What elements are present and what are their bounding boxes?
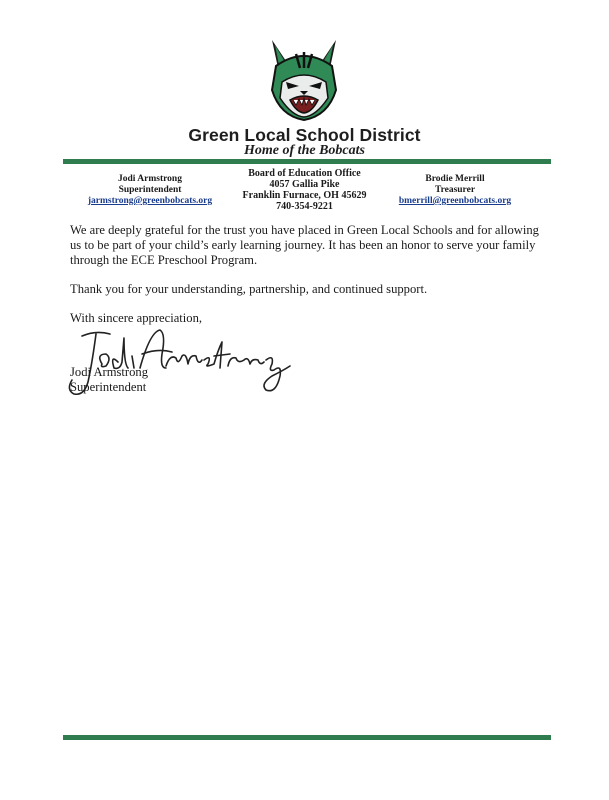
superintendent-email-link[interactable]: jarmstrong@greenbobcats.org [87, 196, 213, 206]
letter-closing: With sincere appreciation, [70, 311, 203, 325]
superintendent-name: Jodi Armstrong [118, 174, 182, 184]
letter-paragraph-2: Thank you for your understanding, partnership, and continued support. [70, 282, 428, 296]
office-street: 4057 Gallia Pike [269, 179, 340, 190]
treasurer-contact [375, 174, 535, 207]
signer-name: Jodi Armstrong [70, 365, 149, 379]
superintendent-title: Superintendent [118, 185, 182, 195]
footer-divider [63, 735, 551, 740]
letter-paragraph-1: We are deeply grateful for the trust you have placed in Green Local Schools and for allowing us to be part of your child’s early learning journey. It has been an honor to serve your family through the ECE Preschool Program. [70, 223, 539, 267]
signer-title: Superintendent [70, 380, 147, 394]
office-phone: 740-354-9221 [276, 201, 333, 212]
district-tagline: Home of the Bobcats [244, 143, 365, 158]
header-divider [63, 159, 551, 164]
bobcat-mascot-icon [266, 38, 342, 122]
superintendent-contact [70, 174, 230, 207]
office-city: Franklin Furnace, OH 45629 [242, 190, 367, 201]
office-name: Board of Education Office [248, 168, 361, 179]
board-office-contact [222, 168, 387, 212]
treasurer-email-link[interactable]: bmerrill@greenbobcats.org [398, 196, 512, 206]
district-name: Green Local School District [188, 125, 421, 145]
treasurer-name: Brodie Merrill [425, 174, 485, 184]
treasurer-title: Treasurer [434, 185, 476, 195]
